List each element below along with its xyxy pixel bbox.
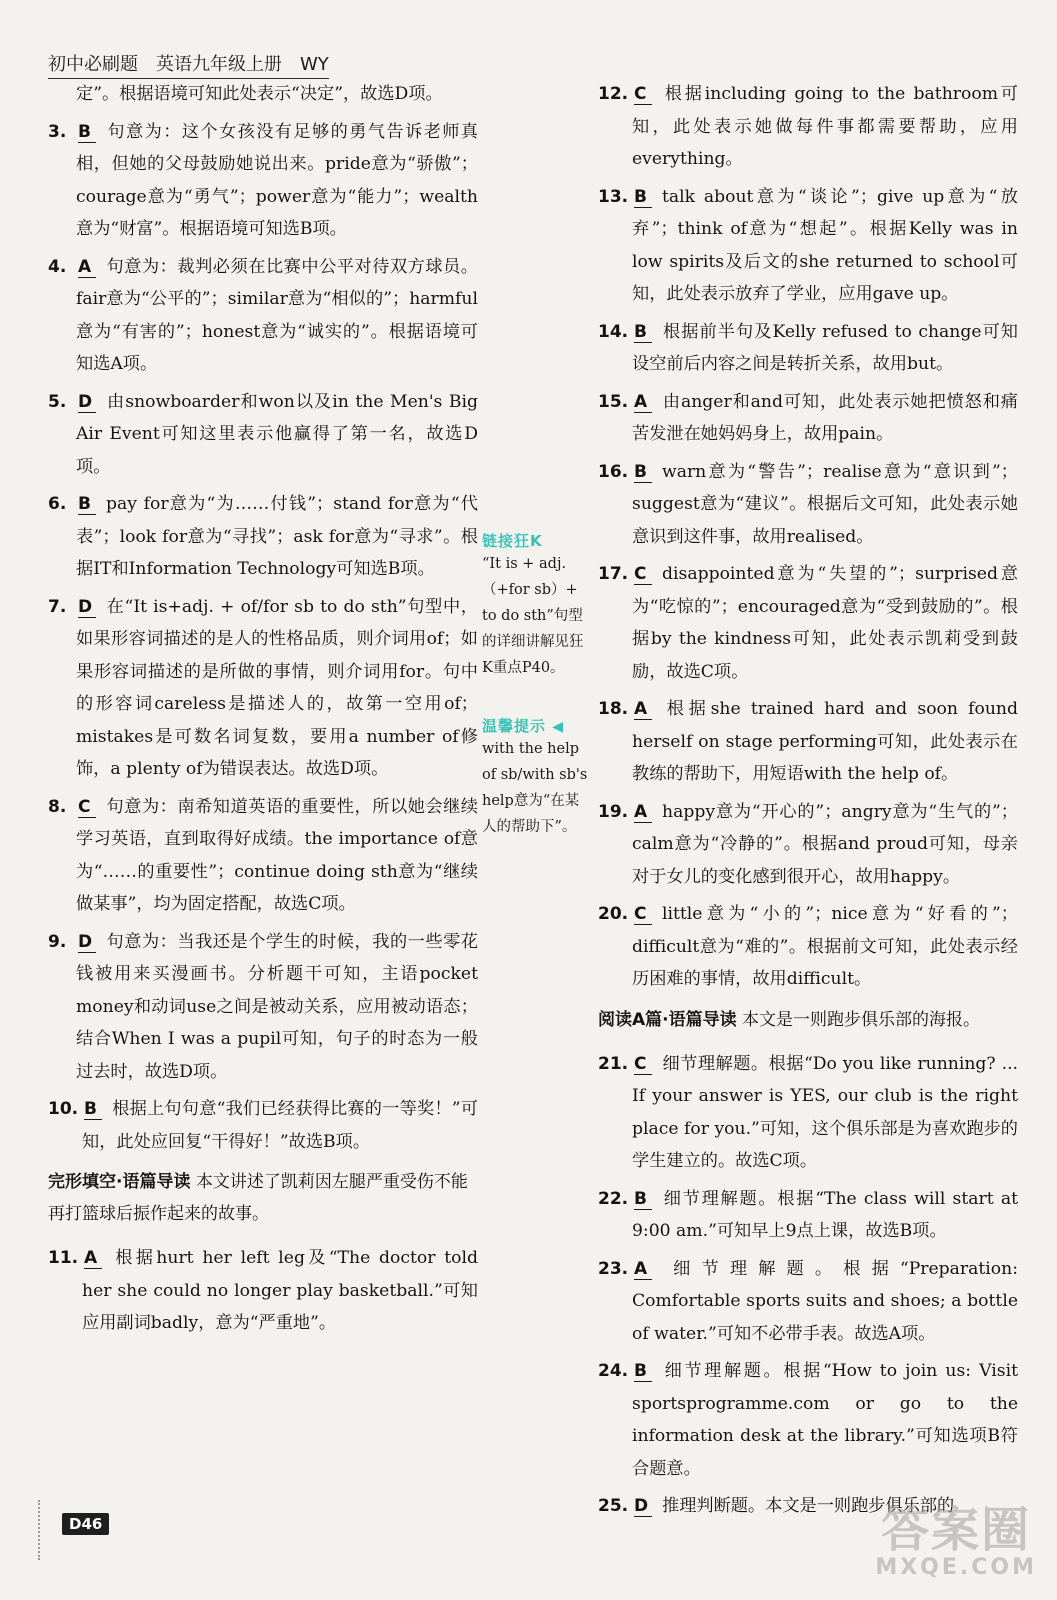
side-note-link-text: “It is + adj.（+for sb）+ to do sth”句型的详细讲解见狂K重点P40。 [482,556,584,676]
answer-item [598,558,1018,688]
explanation-text: 细节理解题。根据“Preparation: Comfortable sports suits and shoes; a bottle of water.”可知不必带手表。故选A项。 [632,1258,1018,1344]
margin-dotted-line [38,1500,43,1560]
side-note-tip-tag [482,715,592,736]
answer-item [48,926,478,1089]
explanation-text: 根据前半句及Kelly refused to change可知设空前后内容之间是转折关系，故用but。 [632,321,1018,374]
explanation-text: 根据上句句意“我们已经获得比赛的一等奖！”可知，此处应回复“干得好！”故选B项。 [82,1099,478,1152]
question-number: 4. [48,256,67,277]
answer-choice: C [634,564,652,585]
explanation-text: 句意为：当我还是个学生的时候，我的一些零花钱被用来买漫画书。分析题干可知，主语pocket money和动词use之间是被动关系，应用被动语态；结合When I was a pupil可知，句子的时态为一般过去时，故选D项。 [76,931,478,1082]
answer-choice: D [78,597,96,618]
question-number: 13. [598,186,629,207]
question-number: 10. [48,1099,79,1119]
explanation-text: warn意为“警告”；realise意为“意识到”；suggest意为“建议”。根据后文可知，此处表示她意识到这件事，故用realised。 [632,461,1018,547]
reading-section-title: 阅读A篇·语篇导读 [598,1009,737,1030]
answer-choice: A [84,1248,102,1269]
question-number: 22. [598,1188,629,1209]
answer-choice: B [78,122,96,143]
answer-choice: A [634,699,652,720]
explanation-text: 根据she trained hard and soon found herself on stage performing可知，此处表示在教练的帮助下，用短语with the help of。 [632,699,1018,784]
answer-choice: A [78,257,96,278]
answer-choice: B [84,1099,102,1120]
explanation-text: 句意为：这个女孩没有足够的勇气告诉老师真相，但她的父母鼓励她说出来。pride意为“骄傲”；courage意为“勇气”；power意为“能力”；wealth意为“财富”。根据语境可知选B项。 [76,121,478,239]
explanation-text: 句意为：裁判必须在比赛中公平对待双方球员。fair意为“公平的”；similar意为“相似的”；harmful意为“有害的”；honest意为“诚实的”。根据语境可知选A项。 [76,256,478,374]
right-column [598,78,1018,1528]
explanation-text: 句意为：南希知道英语的重要性，所以她会继续学习英语，直到取得好成绩。the importance of意为“……的重要性”；continue doing sth意为“继续做某事”，均为固定搭配，故选C项。 [76,796,478,914]
answer-choice: B [78,494,96,515]
question-number: 19. [598,801,629,822]
answer-item [48,591,478,786]
answer-choice: C [78,797,96,818]
question-number: 21. [598,1053,629,1074]
reading-section-text: 本文是一则跑步俱乐部的海报。 [742,1009,981,1030]
answer-item [48,386,478,484]
answer-choice: D [78,932,96,953]
explanation-text: 推理判断题。本文是一则跑步俱乐部的 [662,1496,955,1516]
answer-choice: B [634,1189,652,1210]
answer-item [48,78,478,111]
watermark-line2: MXQE.COM [875,1555,1037,1580]
question-number: 23. [598,1258,629,1279]
answer-choice: C [634,1054,652,1075]
cloze-section-title: 完形填空·语篇导读 [48,1172,191,1192]
answer-item [48,1093,478,1158]
answer-choice: C [634,84,652,105]
question-number: 12. [598,84,629,104]
answer-item [598,1048,1018,1178]
reading-section-intro [598,1004,1018,1036]
question-number: 3. [48,121,67,142]
answer-item [598,1253,1018,1351]
explanation-text: little意为“小的”；nice意为“好看的”；difficult意为“难的”。根据前文可知，此处表示经历困难的事情，故用difficult。 [632,904,1018,989]
answer-choice: D [634,1496,652,1517]
side-note-tip-text: with the help of sb/with sb's help意为“在某人的帮助下”。 [482,741,588,835]
side-notes-column [482,530,592,840]
question-number: 7. [48,596,67,617]
question-number: 18. [598,699,629,719]
page-header: 初中必刷题 英语九年级上册 WY [48,50,329,79]
answer-choice: B [634,1361,652,1382]
explanation-text: happy意为“开心的”；angry意为“生气的”；calm意为“冷静的”。根据and proud可知，母亲对于女儿的变化感到很开心，故用happy。 [632,801,1018,887]
answer-item [598,386,1018,451]
question-number: 16. [598,461,629,482]
answer-item [598,316,1018,381]
explanation-text: 细节理解题。根据“Do you like running? ... If your answer is YES, our club is the right place for you.”可知，这个俱乐部是为喜欢跑步的学生建立的。故选C项。 [632,1053,1018,1171]
answer-choice: B [634,322,652,343]
side-note-link-tag: 链接狂K [482,532,543,550]
answer-choice: C [634,904,652,925]
answer-item [598,796,1018,894]
question-number: 8. [48,796,67,817]
question-number: 15. [598,391,629,412]
answer-item [48,488,478,586]
answer-item [598,1355,1018,1485]
answer-item [48,116,478,246]
question-number: 5. [48,391,67,412]
explanation-text: 细节理解题。根据“How to join us: Visit sportsprogramme.com or go to the information desk at the library.”可知选项B符合题意。 [632,1361,1018,1479]
question-number: 14. [598,321,629,342]
watermark-logo [875,1502,1037,1580]
answer-item [48,1242,478,1340]
explanation-text: pay for意为“为……付钱”；stand for意为“代表”；look for意为“寻找”；ask for意为“寻求”。根据IT和Information Technology可知选B项。 [76,494,478,579]
answer-choice: A [634,802,652,823]
explanation-text: 定”。根据语境可知此处表示“决定”，故选D项。 [76,84,443,104]
side-note-tip-tag-text: 温馨提示 [482,717,547,735]
explanation-text: 在“It is+adj. + of/for sb to do sth”句型中，如果形容词描述的是人的性格品质，则介词用of；如果形容词描述的是所做的事情，则介词用for。句中的形容词careless是描述人的，故第一空用of；mistakes是可数名词复数，要用a number of修饰，a plenty of为错误表达。故选D项。 [76,596,478,779]
question-number: 6. [48,494,67,514]
explanation-text: disappointed意为“失望的”；surprised意为“吃惊的”；encouraged意为“受到鼓励的”。根据by the kindness可知，此处表示凯莉受到鼓励，故选C项。 [632,564,1018,682]
watermark-line1: 答案圈 [881,1502,1032,1558]
answer-choice: B [634,187,652,208]
answer-item [598,898,1018,996]
explanation-text: 根据hurt her left leg及“The doctor told her she could no longer play basketball.”可知应用副词badly，意为“严重地”。 [82,1248,478,1333]
answer-item [598,181,1018,311]
answer-choice: A [634,392,652,413]
arrow-left-icon: ◀ [552,719,565,735]
answer-choice: B [634,462,652,483]
explanation-text: 由anger和and可知，此处表示她把愤怒和痛苦发泄在她妈妈身上，故用pain。 [632,391,1018,444]
explanation-text: 由snowboarder和won以及in the Men's Big Air Event可知这里表示他赢得了第一名，故选D项。 [76,391,478,477]
question-number: 11. [48,1248,79,1268]
question-number: 25. [598,1496,629,1516]
left-column [48,78,478,1345]
explanation-text: talk about意为“谈论”；give up意为“放弃”；think of意为“想起”。根据Kelly was in low spirits及后文的she returned to school可知，此处表示放弃了学业，应用gave up。 [632,186,1018,304]
explanation-text: 根据including going to the bathroom可知，此处表示她做每件事都需要帮助，应用everything。 [632,84,1018,169]
answer-choice: A [634,1259,652,1280]
cloze-section-text: 本文讲述了凯莉因左腿严重受伤不能再打篮球后振作起来的故事。 [48,1172,468,1224]
answer-item [48,791,478,921]
side-note-tip [482,715,592,840]
answer-item [598,78,1018,176]
explanation-text: 细节理解题。根据“The class will start at 9:00 am.”可知早上9点上课，故选B项。 [632,1188,1018,1241]
question-number: 9. [48,931,67,952]
page-number: D46 [62,1513,109,1535]
question-number: 24. [598,1361,629,1381]
question-number: 17. [598,564,629,584]
cloze-section-intro [48,1166,478,1230]
side-note-link [482,530,592,681]
answer-item [598,1183,1018,1248]
answer-item [598,693,1018,791]
question-number: 20. [598,904,629,924]
answer-choice: D [78,392,96,413]
answer-item [598,456,1018,554]
answer-item [48,251,478,381]
